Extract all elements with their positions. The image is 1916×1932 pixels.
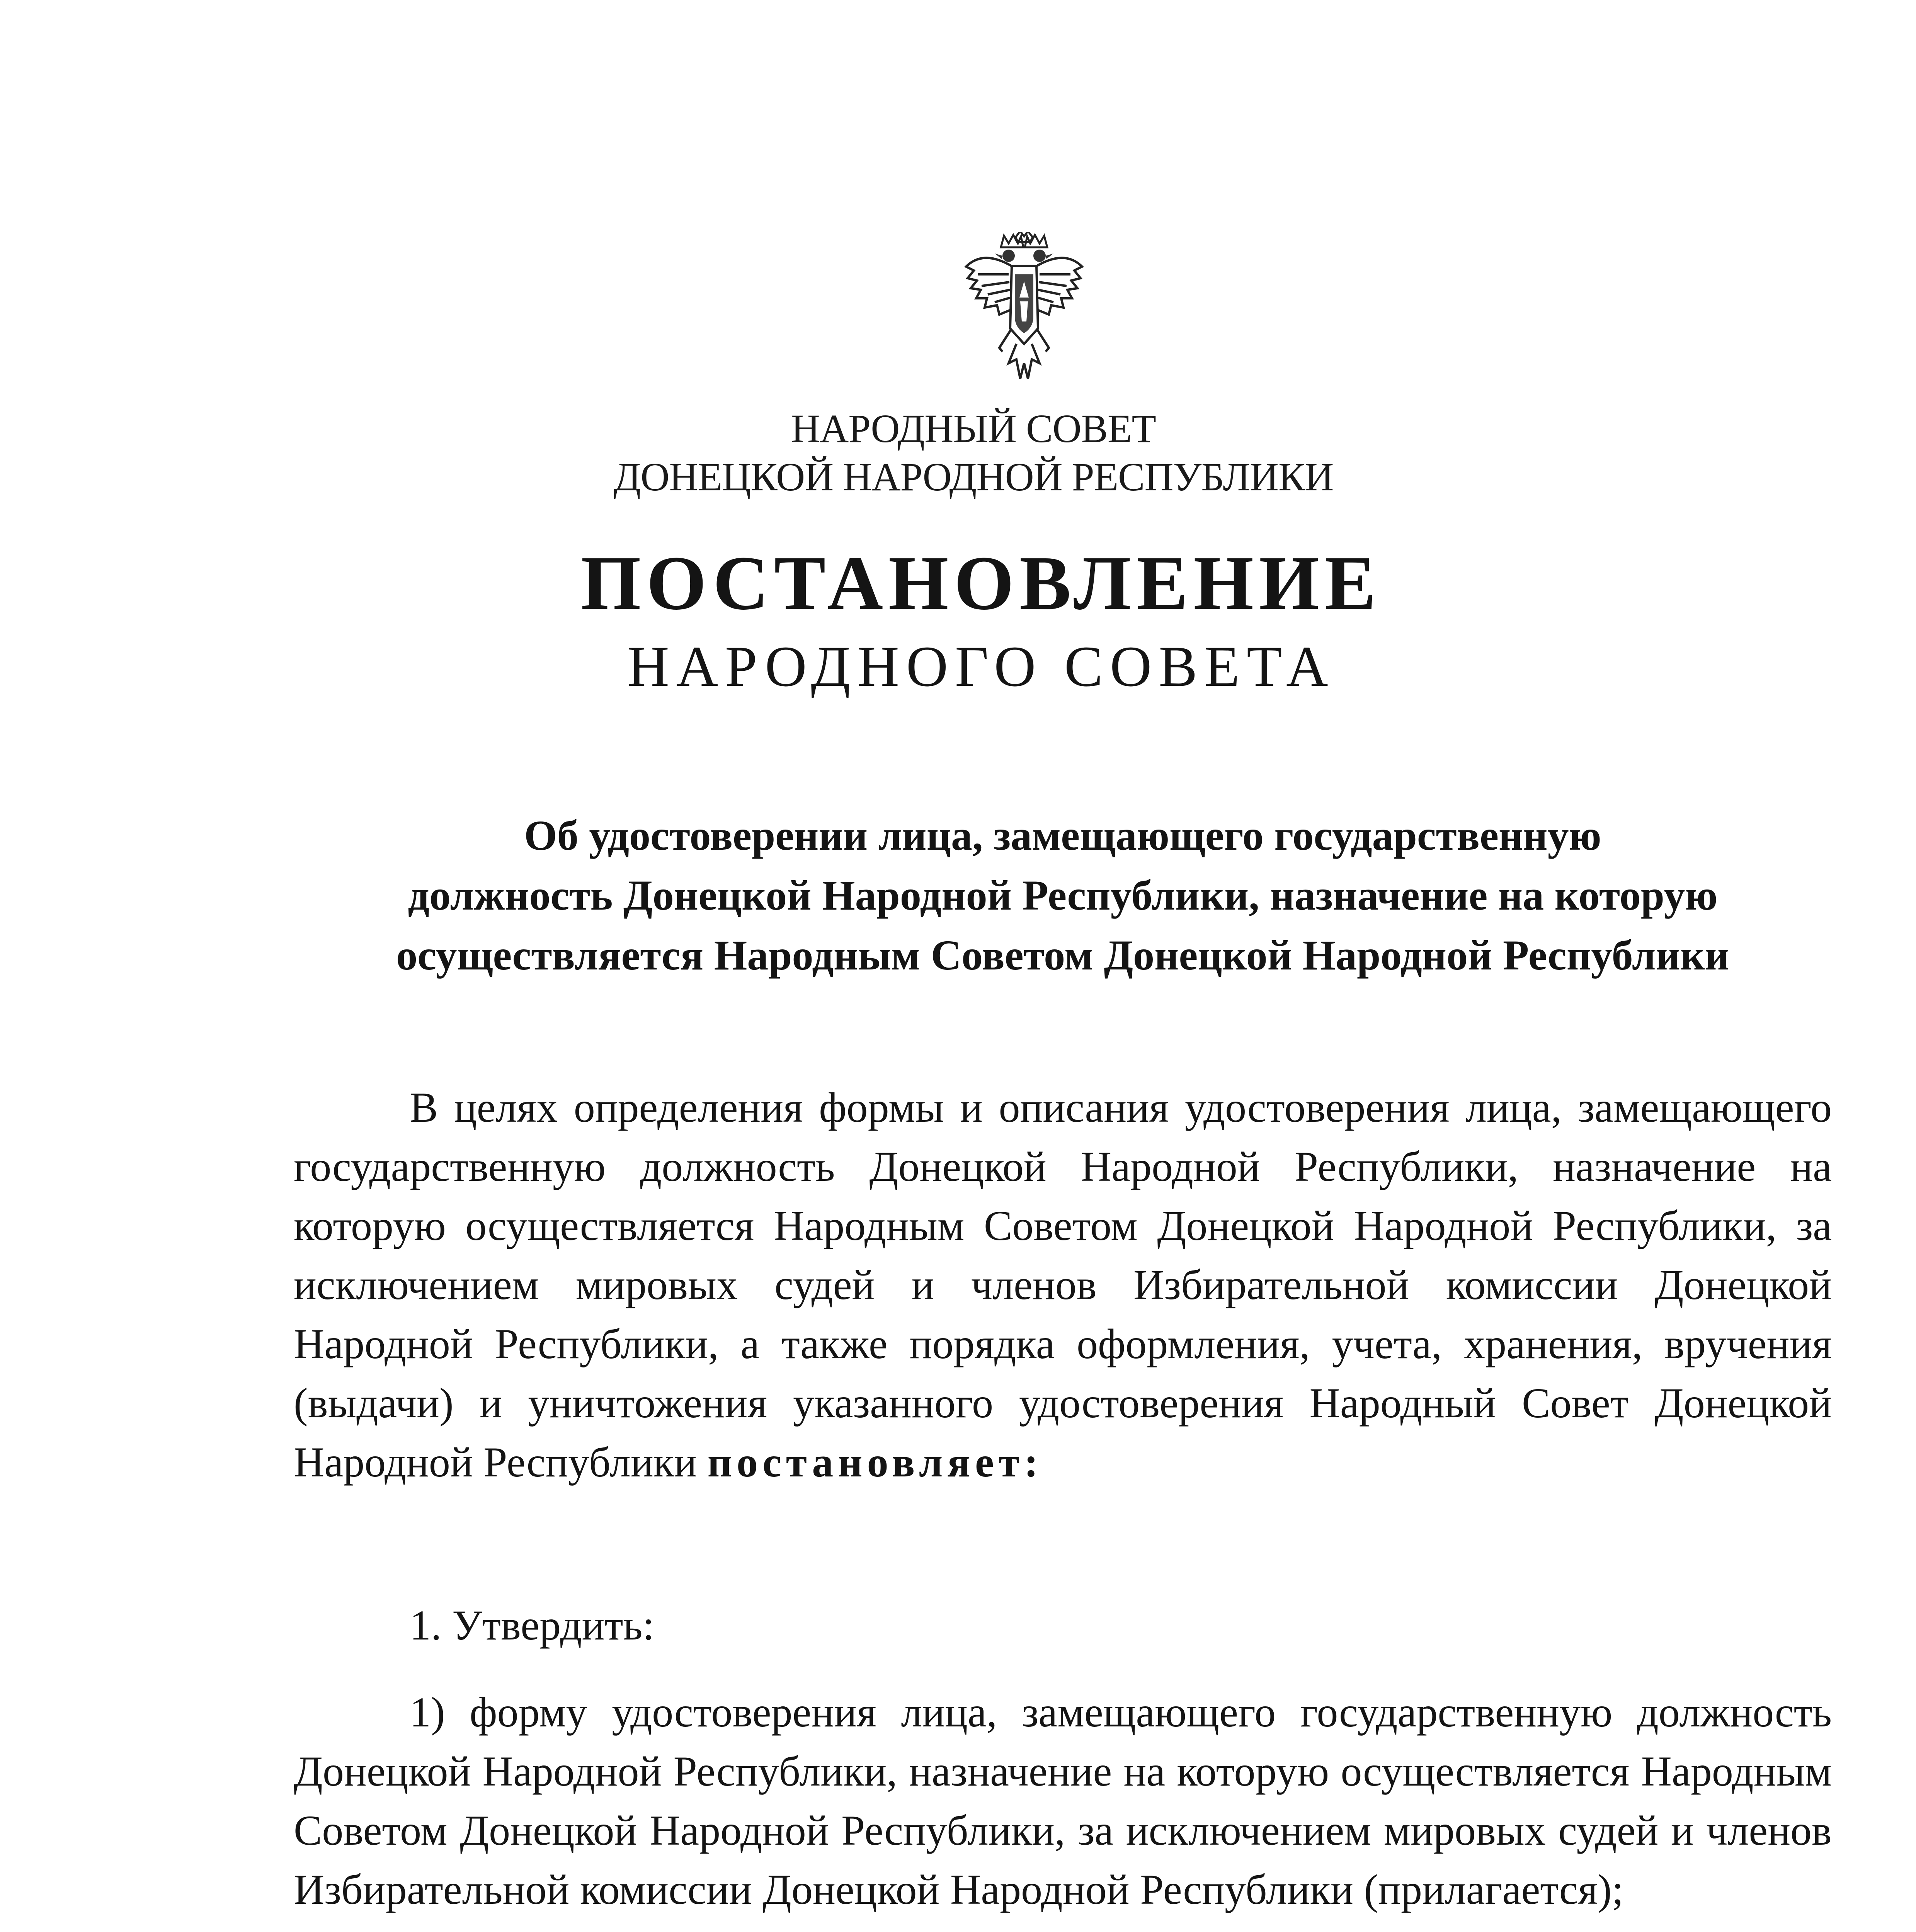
resolves-keyword: постановляет: [707,1439,1043,1486]
title-line-3: осуществляется Народным Советом Донецкой Народной Республики [396,932,1729,979]
title-line-2: должность Донецкой Народной Республики, назначение на которую [408,872,1718,919]
preamble-text: В целях определения формы и описания удостоверения лица, замещающего государственную должность Донецкой Народной Республики, назначение на которую осуществляется Народным Советом Донецкой Народной Республики, за исключением мировых судей и членов Избирательной комиссии Донецкой Народной Республики, а также порядка оформления, учета, хранения, вручения (выдачи) и уничтожения указанного удостоверения Народный Совет Донецкой Народной Республики [294,1084,1832,1486]
document-title [294,806,1832,985]
coat-of-arms-eagle-icon [962,232,1086,386]
document-type: ПОСТАНОВЛЕНИЕ [581,541,1382,626]
item-1 [294,1596,1832,1655]
title-line-1: Об удостоверении лица, замещающего государственную [524,812,1601,859]
preamble-paragraph [294,1078,1832,1492]
subitem-1-text: 1) форму удостоверения лица, замещающего государственную должность Донецкой Народной Республики, назначение на которую осуществляется Народным Советом Донецкой Народной Республики, за исключением мировых судей и членов Избирательной комиссии Донецкой Народной Республики (прилагается); [294,1689,1832,1913]
item-1-text: 1. Утвердить: [410,1602,655,1649]
subitem-1 [294,1683,1832,1919]
document-subtype: НАРОДНОГО СОВЕТА [627,634,1335,699]
issuer-name-line1: НАРОДНЫЙ СОВЕТ [791,406,1156,451]
issuer-name-line2: ДОНЕЦКОЙ НАРОДНОЙ РЕСПУБЛИКИ [613,455,1334,499]
